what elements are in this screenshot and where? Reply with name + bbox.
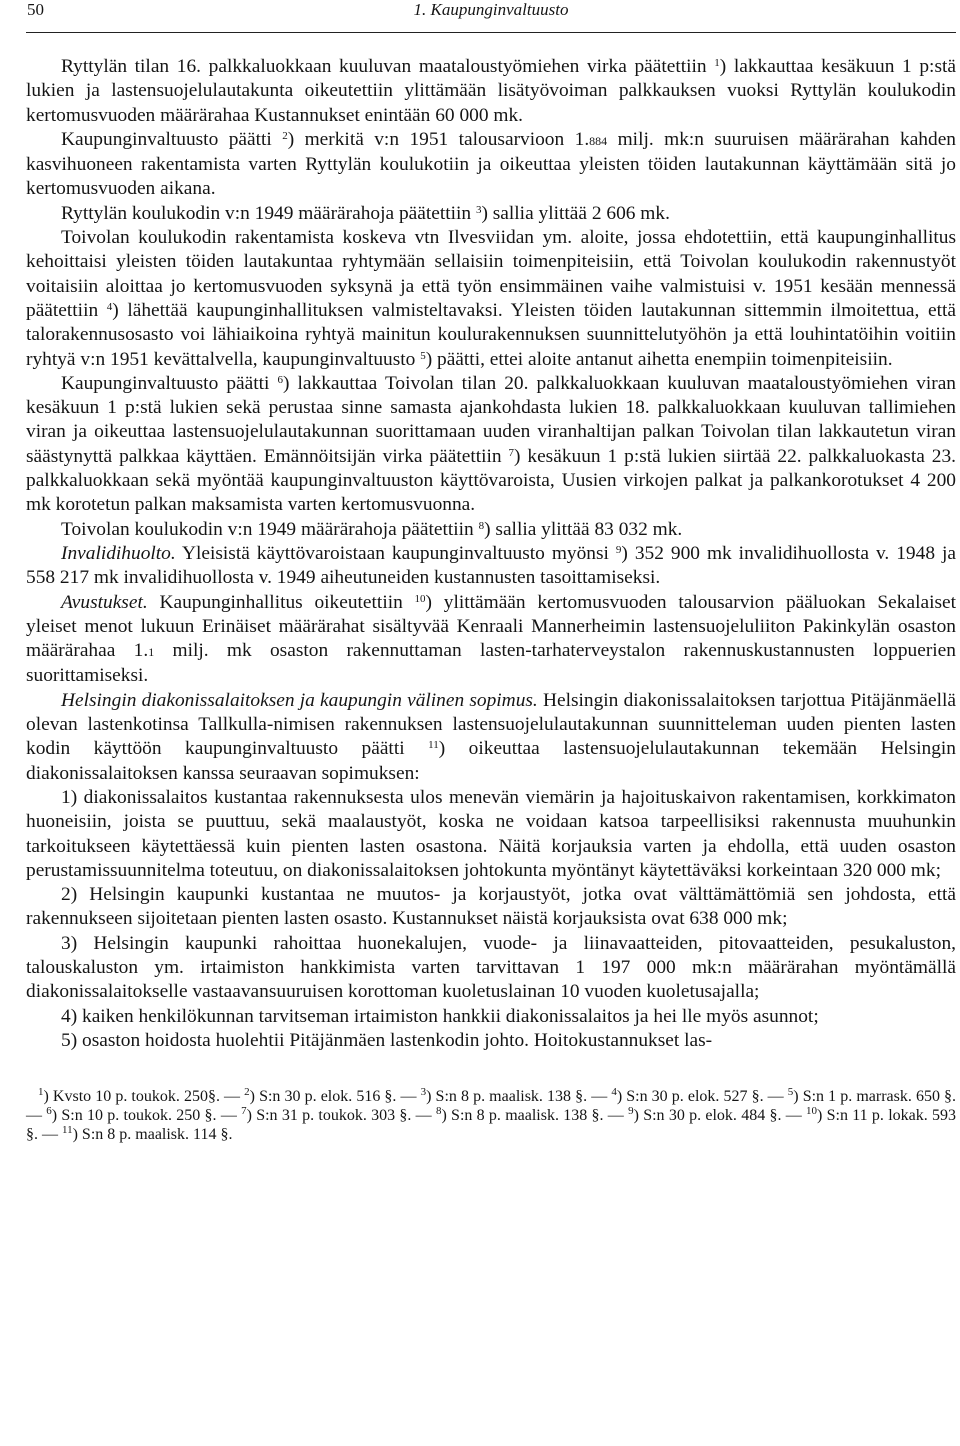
text-segment: ) päätti, ettei aloite antanut aihetta enempiin toimenpiteisiin.	[425, 348, 893, 370]
footnote-ref: 5	[787, 1086, 794, 1099]
section-heading: Avustukset.	[61, 591, 148, 613]
footnote-ref: 8	[478, 519, 485, 532]
footnote-ref: 2	[244, 1086, 250, 1099]
body-paragraph	[26, 372, 956, 518]
footnote-ref: 7	[508, 446, 514, 459]
footnote-ref: 1	[714, 57, 720, 69]
text-segment: 5) osaston hoidosta huolehtii Pitäjänmäen lastenkodin johto. Hoitokustannukset las-	[61, 1029, 713, 1051]
text-segment: Toivolan koulukodin v:n 1949 määrärahoja päätettiin	[61, 518, 479, 540]
footnote-ref: 9	[628, 1105, 634, 1118]
footnote-ref: 6	[277, 373, 283, 386]
text-segment: ) oikeuttaa lastensuojelulautakunnan tekemään Helsingin diakonissalaitoksen kanssa seuraavan sopimuksen:	[26, 738, 956, 784]
text-segment: ) S:n 30 p. elok. 516 §. —	[249, 1088, 421, 1106]
footnote-ref: 9	[615, 543, 622, 556]
body-paragraph	[26, 591, 956, 689]
text-segment: ) S:n 30 p. elok. 484 §. —	[633, 1107, 807, 1125]
body-paragraph	[26, 786, 956, 883]
text-segment: ) lakkauttaa kesäkuun 1 p:stä lukien ja lastensuojelulautakunta oikeutettiin ylittämään lisätyövoiman palkkauksen vuoksi Ryttylän koulukodin kertomusvuoden määrärahaa Kustannukset enintään 60 000 mk.	[26, 56, 956, 126]
body-paragraph	[26, 518, 956, 542]
footnote-ref: 3	[420, 1086, 427, 1099]
text-segment: Yleisistä käyttövaroistaan kaupunginvaltuusto myönsi	[175, 542, 616, 564]
footnote-ref: 1	[38, 1086, 44, 1099]
body-paragraph	[26, 55, 956, 128]
body-paragraph	[26, 202, 956, 226]
text-segment: ) S:n 8 p. maalisk. 138 §. —	[441, 1107, 629, 1125]
text-segment: Kaupunginvaltuusto päätti	[61, 372, 278, 394]
text-segment: 3) Helsingin kaupunki rahoittaa huonekalujen, vuode- ja liinavaatteiden, pitovaatteiden, pesukaluston, talouskaluston ym. irtaimiston hankkimista varten tarvittavan 1 197 000 mk:n määrärahan myöntämällä diakonissalaitokselle vastaavansuuruisen korottoman kuoletuslainan 10 vuoden kuoletusajalla;	[26, 932, 956, 1003]
text-segment: Kaupunginhallitus oikeutettiin	[147, 591, 415, 613]
text-segment: ) kesäkuun 1 p:stä lukien siirtää 22. palkkaluokasta 23. palkkaluokkaan sekä myöntää kaupunginvaltuuston käyttövaroista, Uusien virkojen palkat ja palkankorotukset 4 200 mk korotetun palkan maksamista varten kertomusvuonna.	[26, 445, 956, 516]
footnote-ref: 3	[475, 203, 482, 216]
footnote-ref: 4	[611, 1086, 617, 1099]
footnote-ref: 7	[241, 1105, 247, 1118]
text-segment: ) S:n 1 p. marrask. 650 §. —	[26, 1088, 957, 1125]
body-paragraph	[26, 883, 956, 932]
text-segment: ) S:n 30 p. elok. 527 §. —	[616, 1088, 788, 1106]
body-paragraph	[26, 226, 956, 372]
body-paragraph	[26, 128, 956, 202]
text-segment: ) lakkauttaa Toivolan tilan 20. palkkaluokkaan kuuluvan maataloustyömiehen viran kesäkuun 1 p:stä lukien sekä perustaa sinne samasta ajankohdasta lukien 18. palkkaluokkaan kuuluvan tallimiehen viran ja oikeuttaa lastensuojelulautakunnan suorittamaan uuden viranhaltijan palkan Toivolan tilan lakkautetun viran säästynyttä palkkaa käyttäen. Emännöitsijän virka päätettiin	[26, 372, 957, 467]
footnote-ref: 4	[106, 300, 113, 313]
text-segment: ) Kvsto 10 p. toukok. 250§. —	[43, 1088, 245, 1106]
text-segment: 2) Helsingin kaupunki kustantaa ne muutos- ja korjaustyöt, jotka ovat välttämättömiä sen johdosta, että rakennukseen sijoitetaan pienten lasten osasto. Kustannukset näistä korjauksista ovat 638 000 mk;	[26, 884, 956, 930]
text-segment: 1) diakonissalaitos kustantaa rakennuksesta ulos menevän viemärin ja hajoituskaivon rakentamisen, korkkimaton huoneisiin, joista se puuttuu, sekä maalaustyöt, koska ne voidaan katsoa tarpeellisiksi rakennusta muuhunkin tarkoitukseen käytettäessä kuin pienten lasten osastona. Näitä korjauksia varten ja ehdolla, että uuden osaston perustamissuunnitelma toteutuu, on diakonissalaitoksen johtokunta myöntänyt käytettäväksi korkeintaan 320 000 mk;	[26, 786, 956, 881]
text-segment: Helsingin diakonissalaitoksen tarjottua Pitäjänmäellä olevan lastenkotinsa Tallkulla-nimisen rakennuksen lastensuojelulautakunnan suunnitteleman uuden pienten lasten kodin käyttöön kaupunginvaltuusto päätti	[26, 689, 956, 760]
text-segment: ) lähettää kaupunginhallituksen valmisteltavaksi. Yleisten töiden lautakunnan sittemmin ilmoitettua, että talorakennusosasto voi lähiaikoina ryhtyä mainitun koulurakennuksen suunnittelutyöhön ja että louhintatöihin voitiin ryhtyä v:n 1951 kevättalvella, kaupunginvaltuusto	[26, 299, 956, 370]
page-header	[26, 0, 956, 33]
footnotes	[26, 1087, 956, 1144]
body-paragraph	[26, 1029, 956, 1053]
footnote-ref: 2	[282, 129, 288, 142]
decimal-digits: 1	[148, 645, 155, 660]
text-segment: ) S:n 31 p. toukok. 303 §. —	[246, 1107, 436, 1125]
text-segment: Kaupunginvaltuusto päätti	[61, 128, 283, 150]
text-segment: Toivolan koulukodin rakentamista koskeva vtn Ilvesviidan ym. aloite, jossa ehdotettiin, että kaupunginhallitus kehoittaisi yleisten töiden lautakuntaa ryhtymään sellaisiin toimenpiteisiin, että Toivolan koulukodin rakennustyöt voitaisiin aloittaa jo kertomusvuoden syksynä ja että työn ensimmäinen vaihe valmistuisi v. 1951 kesään mennessä päätettiin	[26, 227, 956, 321]
document-page	[26, 0, 956, 1144]
text-segment: ) S:n 11 p. lokak. 593 §. —	[26, 1107, 957, 1144]
text-segment: 4) kaiken henkilökunnan tarvitseman irtaimiston hankkii diakonissalaitos ja hei lle myös asunnot;	[61, 1005, 819, 1027]
page-number: 50	[27, 0, 44, 19]
footnote-ref: 5	[420, 349, 426, 362]
running-title: 1. Kaupunginvaltuusto	[413, 0, 569, 19]
text-segment: Ryttylän koulukodin v:n 1949 määrärahoja päätettiin	[61, 202, 476, 224]
text-segment: ) sallia ylittää 2 606 mk.	[481, 202, 670, 224]
footnote-ref: 10	[414, 592, 426, 605]
footnote-ref: 11	[62, 1124, 73, 1137]
text-segment: ) ylittämään kertomusvuoden talousarvion pääluokan Sekalaiset yleiset menot lukuun Erinäiset määrärahat sisältyvää Kenraali Mannerheimin lastensuojeluliiton Pakinkylän osaston määrärahaa 1.	[26, 591, 956, 662]
body-text	[26, 55, 956, 1053]
text-segment: Ryttylän tilan 16. palkkaluokkaan kuuluvan maataloustyömiehen virka päätettiin	[61, 56, 715, 77]
text-segment: milj. mk:n suuruisen määrärahan kahden kasvihuoneen rakentamista varten Ryttylän koulukotiin ja oikeuttaa yleisten töiden lautakunnan käyttämään sitä jo kertomusvuoden aikana.	[26, 128, 956, 200]
section-heading: Invalidihuolto.	[61, 542, 176, 564]
footnote-ref: 8	[435, 1105, 442, 1118]
body-paragraph	[26, 1005, 956, 1029]
body-paragraph	[26, 689, 956, 786]
text-segment: ) S:n 8 p. maalisk. 114 §.	[72, 1126, 233, 1144]
footnote-ref: 11	[428, 739, 439, 752]
footnote-ref: 6	[46, 1105, 52, 1118]
text-segment: ) merkitä v:n 1951 talousarvioon 1.	[287, 128, 590, 150]
text-segment: ) S:n 8 p. maalisk. 138 §. —	[426, 1088, 612, 1106]
body-paragraph	[26, 542, 956, 591]
text-segment: ) 352 900 mk invalidihuollosta v. 1948 ja 558 217 mk invalidihuollosta v. 1949 aiheutuneiden kustannusten tasoittamiseksi.	[26, 542, 956, 589]
text-segment: ) S:n 10 p. toukok. 250 §. —	[51, 1107, 242, 1125]
section-heading: Helsingin diakonissalaitoksen ja kaupungin välinen sopimus.	[61, 689, 538, 711]
footnote-paragraph	[26, 1087, 956, 1144]
footnote-ref: 10	[806, 1105, 818, 1118]
text-segment: ) sallia ylittää 83 032 mk.	[484, 518, 683, 540]
decimal-digits: 884	[589, 133, 608, 148]
text-segment: milj. mk osaston rakennuttaman lasten-tarhaterveystalon rakennuskustannusten loppuerien suorittamiseksi.	[26, 640, 956, 687]
body-paragraph	[26, 932, 956, 1005]
